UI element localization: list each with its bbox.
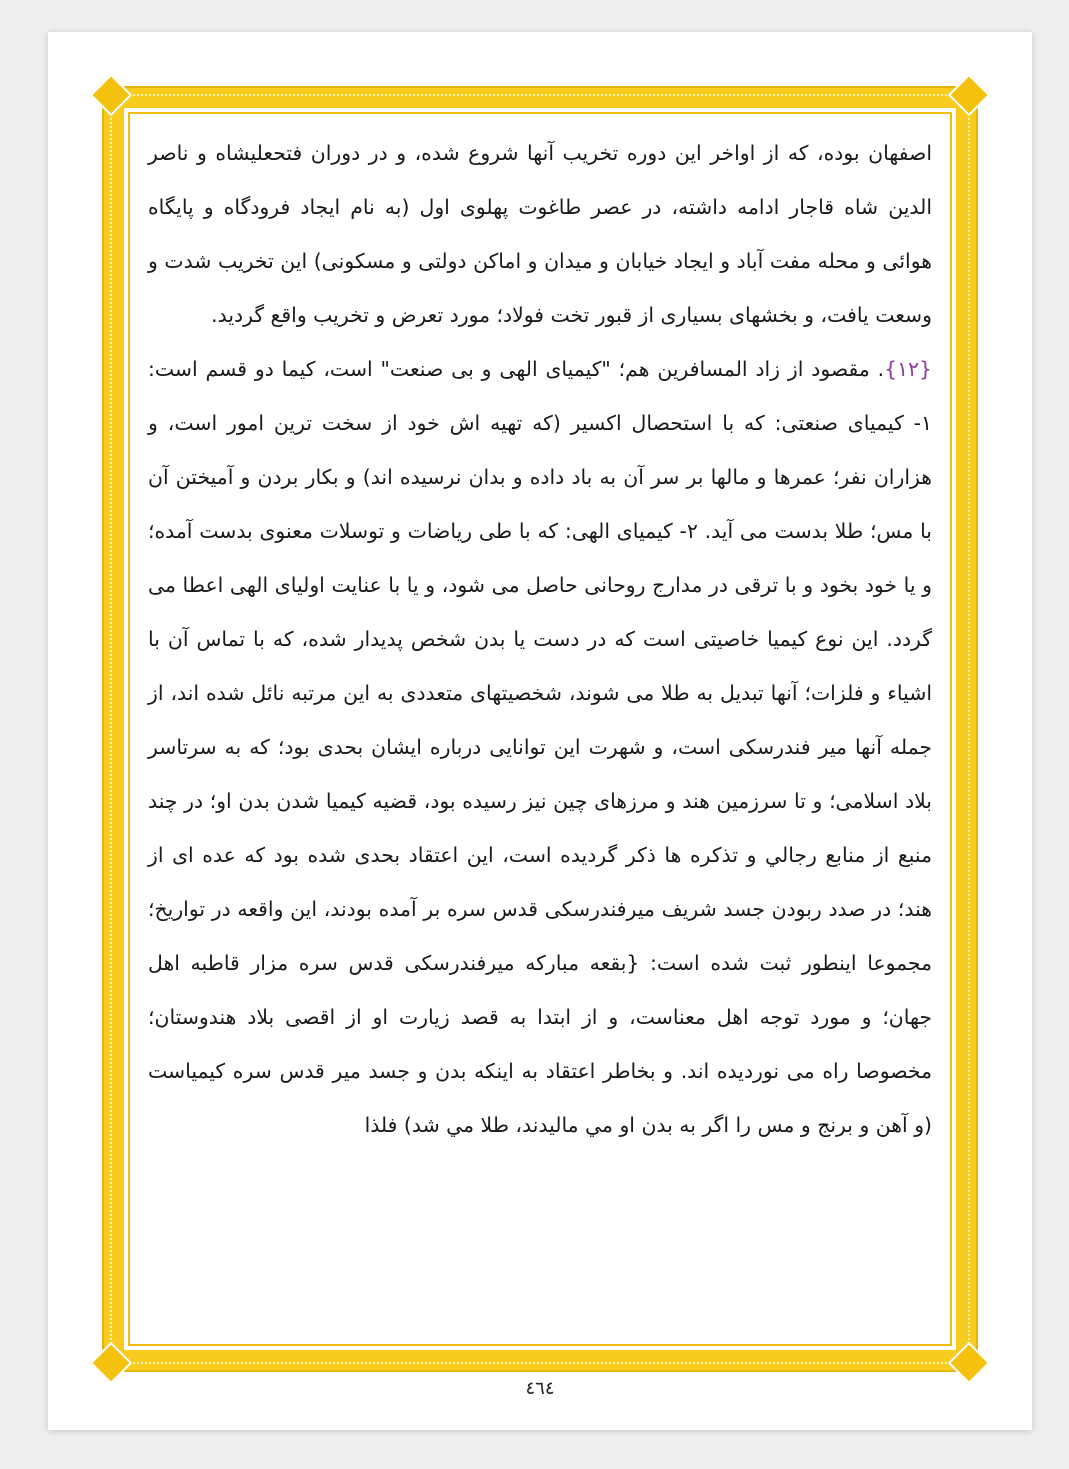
corner-ornament-icon <box>948 74 990 116</box>
corner-ornament-icon <box>90 74 132 116</box>
body-text <box>148 126 932 1342</box>
paragraph-2-text: . مقصود از زاد المسافرین هم؛ "کیمیای الهی و بی صنعت" است، کیما دو قسم است: ١- کیمیای صنعتی: که با استحصال اکسیر (که تهیه اش خود از سخت ترین امور است، و هزاران نفر؛ عمرها و مالها بر سر آن به باد داده و بدان نرسیده اند) و بکار بردن و آمیختن آن با مس؛ طلا بدست می آید. ٢- کیمیای الهی: که با طی ریاضات و توسلات معنوی بدست آمده؛ و یا خود بخود و با ترقی در مدارج روحانی حاصل می شود، و یا با عنایت اولیای الهی اعطا می گردد. این نوع کیمیا خاصیتی است که در دست یا بدن شخص پدیدار شده، که با تماس آن با اشیاء و فلزات؛ آنها تبدیل به طلا می شوند، شخصیتهای متعددی به این مرتبه نائل شده اند، از جمله آنها میر فندرسکی است، و شهرت این توانایی درباره ایشان بحدی بود؛ که به سرتاسر بلاد اسلامی؛ و تا سرزمین هند و مرزهای چین نیز رسیده بود، قضیه کیمیا شدن بدن او؛ در چند منبع از منابع رجالي و تذکره ها ذکر گردیده است، این اعتقاد بحدی شده بود که عده ای از هند؛ در صدد ربودن جسد شریف میرفندرسکی قدس سره بر آمده بودند، این واقعه در تواریخ؛ مجموعا اینطور ثبت شده است: {بقعه مبارکه میرفندرسکی قدس سره مزار قاطبه اهل جهان؛ و مورد توجه اهل معناست، و از ابتدا به قصد زیارت او از اقصی بلاد هندوستان؛ مخصوصا راه می نوردیده اند. و بخاطر اعتقاد به اینکه بدن و جسد میر قدس سره کیمیاست (و آهن و برنج و مس را اگر به بدن او مي ماليدند، طلا مي شد) فلذا <box>148 357 932 1137</box>
book-page <box>48 32 1032 1430</box>
page-number: ٤٦٤ <box>525 1378 555 1399</box>
footnote-ref: {١٢} <box>884 357 932 381</box>
paragraph-2 <box>148 342 932 1152</box>
ornamental-border <box>102 86 978 1372</box>
paragraph-1: اصفهان بوده، که از اواخر این دوره تخریب آنها شروع شده، و در دوران فتحعلیشاه و ناصر الدین شاه قاجار ادامه داشته، در عصر طاغوت پهلوی اول (به نام ایجاد فرودگاه و پایگاه هوائی و محله مفت آباد و ایجاد خیابان و میدان و اماکن دولتی و مسکونی) این تخریب شدت و وسعت یافت، و بخشهای بسیاری از قبور تخت فولاد؛ مورد تعرض و تخریب واقع گردید. <box>148 141 932 327</box>
